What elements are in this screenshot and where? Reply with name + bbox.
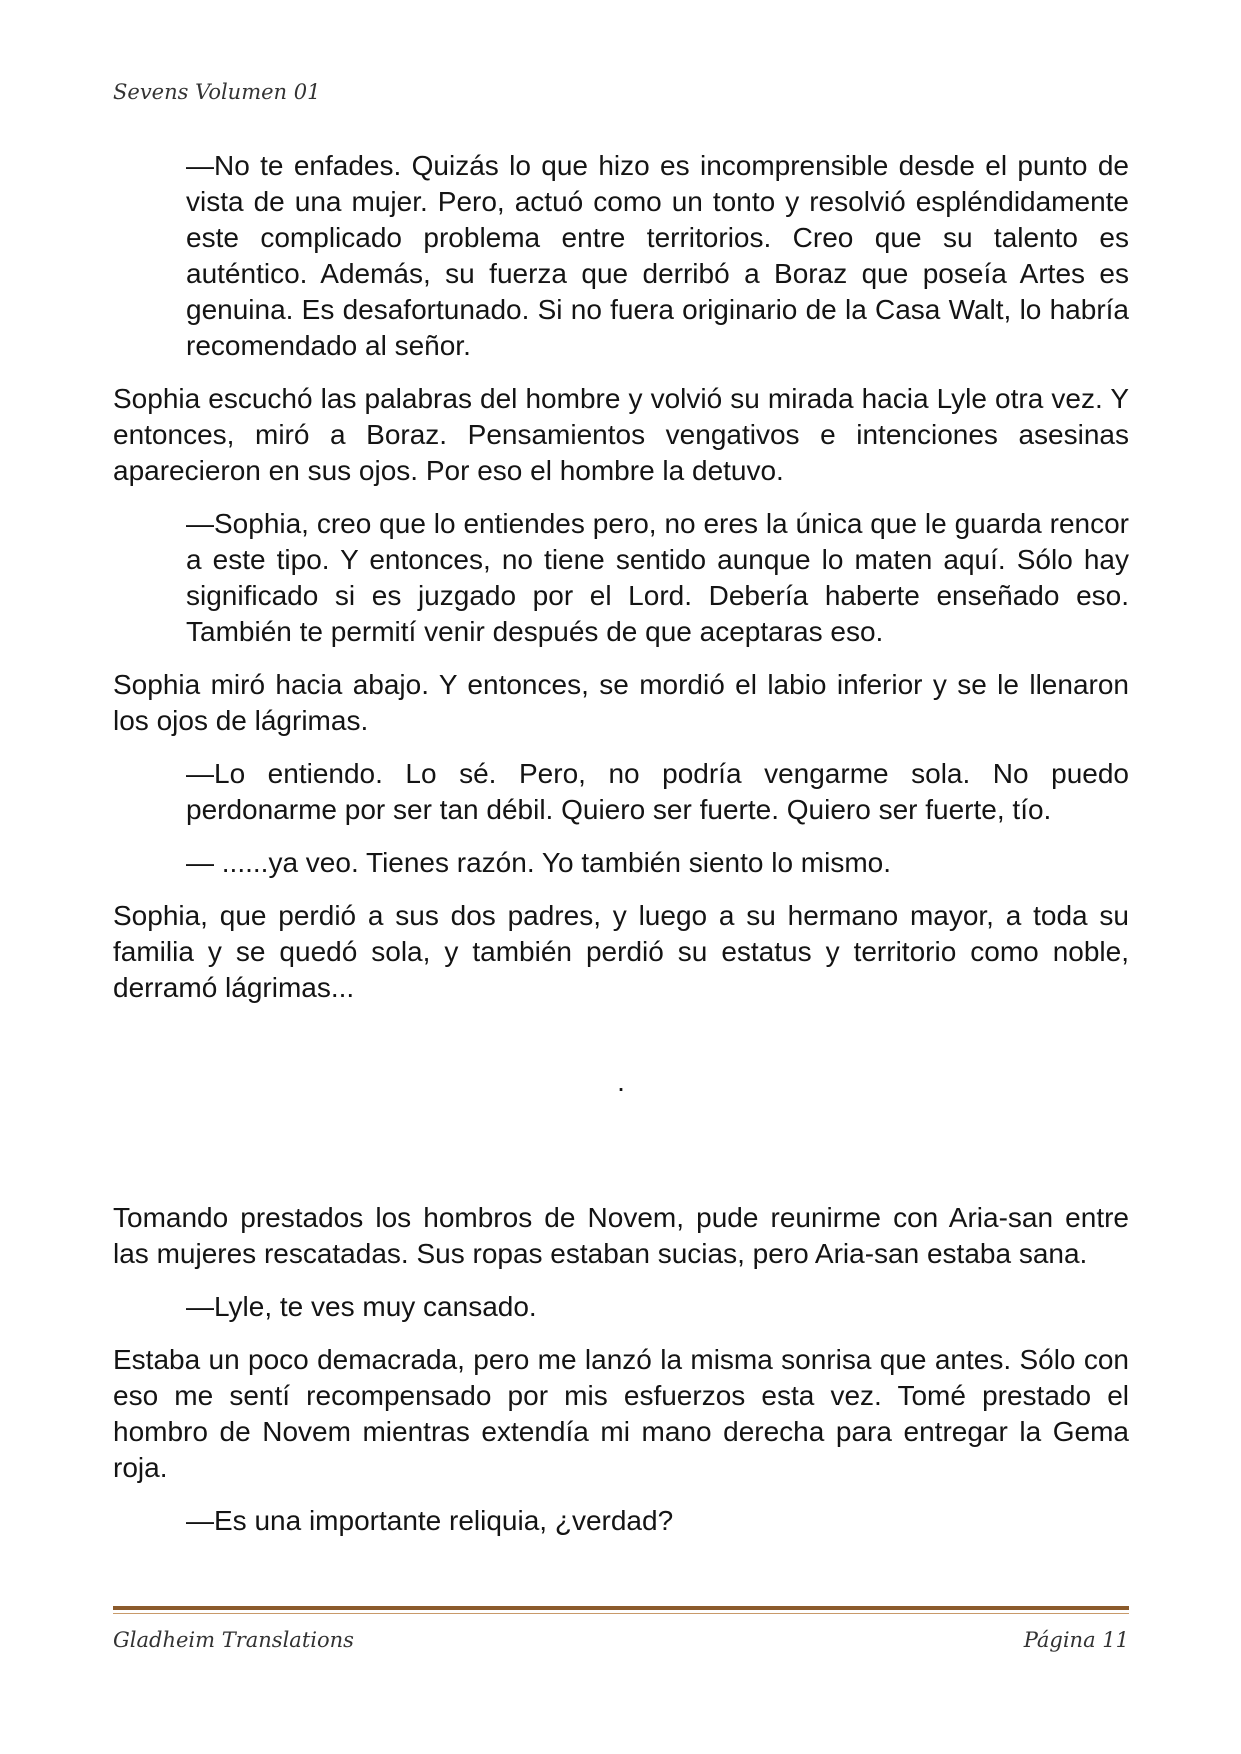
dialogue-paragraph: —No te enfades. Quizás lo que hizo es incomprensible desde el punto de vista de una mujer. Pero, actuó como un tonto y resolvió espléndidamente este complicado problema entre territorios. Creo que su talento es auténtico. Además, su fuerza que derribó a Boraz que poseía Artes es genuina. Es desafortunado. Si no fuera originario de la Casa Walt, lo habría recomendado al señor. (186, 150, 1129, 361)
footer-publisher: Gladheim Translations (113, 1628, 354, 1652)
dialogue-paragraph: —Sophia, creo que lo entiendes pero, no eres la única que le guarda rencor a este tipo. Y entonces, no tiene sentido aunque lo maten aquí. Sólo hay significado si es juzgado por el Lord. Debería haberte enseñado eso. También te permití venir después de que aceptaras eso. (186, 508, 1129, 647)
scene-break-marker: . (617, 1066, 625, 1097)
dialogue-paragraph: —Es una importante reliquia, ¿verdad? (186, 1505, 674, 1536)
running-header-title: Sevens Volumen 01 (113, 80, 321, 104)
narration-paragraph: Sophia escuchó las palabras del hombre y volvió su mirada hacia Lyle otra vez. Y entonces, miró a Boraz. Pensamientos vengativos e intenciones asesinas aparecieron en sus ojos. Por eso el hombre la detuvo. (113, 383, 1129, 486)
narration-paragraph: Tomando prestados los hombros de Novem, pude reunirme con Aria-san entre las mujeres rescatadas. Sus ropas estaban sucias, pero Aria-san estaba sana. (113, 1202, 1129, 1269)
narration-paragraph: Sophia miró hacia abajo. Y entonces, se mordió el labio inferior y se le llenaron los ojos de lágrimas. (113, 669, 1129, 736)
dialogue-paragraph: — ......ya veo. Tienes razón. Yo también siento lo mismo. (186, 847, 892, 878)
narration-paragraph: Estaba un poco demacrada, pero me lanzó la misma sonrisa que antes. Sólo con eso me sentí recompensado por mis esfuerzos esta vez. Tomé prestado el hombro de Novem mientras extendía mi mano derecha para entregar la Gema roja. (113, 1344, 1129, 1483)
dialogue-paragraph: —Lyle, te ves muy cansado. (186, 1291, 537, 1322)
footer-page-number: Página 11 (1023, 1628, 1129, 1652)
dialogue-paragraph: —Lo entiendo. Lo sé. Pero, no podría vengarme sola. No puedo perdonarme por ser tan débil. Quiero ser fuerte. Quiero ser fuerte, tío. (186, 758, 1129, 825)
narration-paragraph: Sophia, que perdió a sus dos padres, y luego a su hermano mayor, a toda su familia y se quedó sola, y también perdió su estatus y territorio como noble, derramó lágrimas... (113, 900, 1129, 1003)
footer-divider-thin (113, 1613, 1129, 1614)
footer-divider (113, 1606, 1129, 1610)
page-body (113, 148, 1129, 1556)
